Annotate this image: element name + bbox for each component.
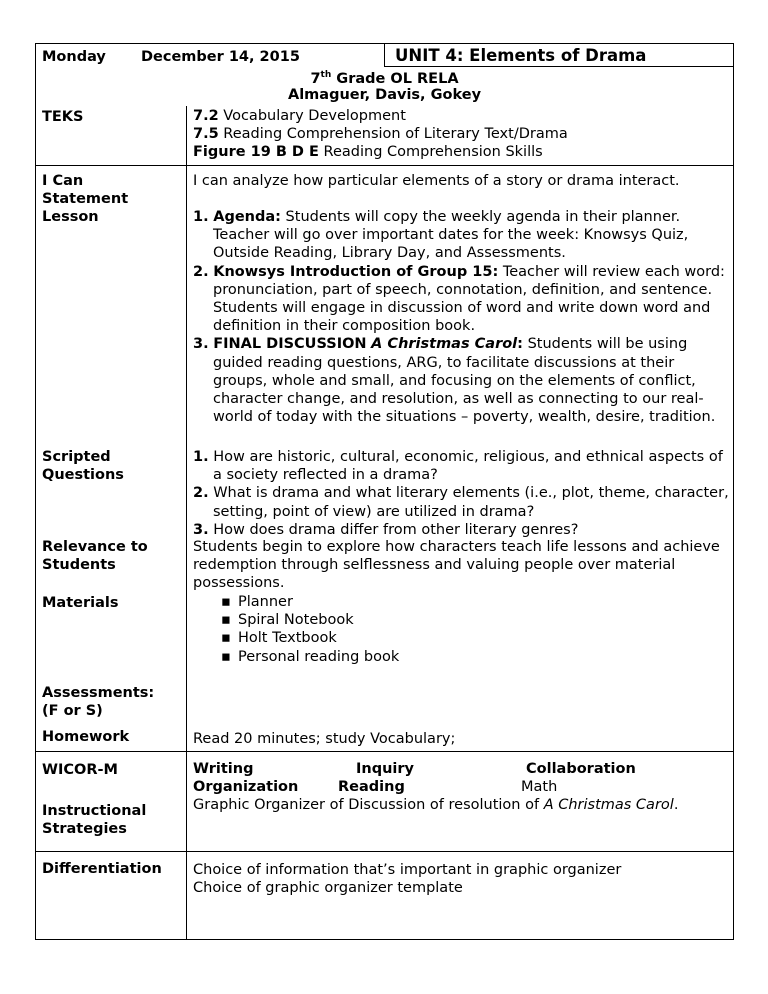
day-label: Monday — [42, 49, 106, 65]
row-line — [36, 165, 733, 166]
ican-label: I Can Statement — [42, 173, 129, 207]
teks-content: 7.2 Vocabulary Development 7.5 Reading Comprehension of Literary Text/Drama Figure 19 B D E Reading Comprehension Skills — [193, 108, 568, 161]
materials-item: ▪ Holt Textbook — [193, 629, 399, 647]
materials-item: ▪ Planner — [193, 593, 399, 611]
lesson-content — [193, 208, 733, 426]
column-divider — [186, 106, 187, 940]
lesson-plan-table — [35, 43, 734, 940]
instructional-label: Instructional Strategies — [42, 803, 147, 837]
lesson-item: 1. Agenda: Students will copy the weekly agenda in their planner. Teacher will go over important dates for the week: Knowsys Quiz, Outside Reading, Library Day, and Assessments. — [193, 209, 689, 262]
differentiation-label: Differentiation — [42, 861, 162, 877]
wicor-writing: Writing — [193, 761, 254, 777]
materials-item: ▪ Spiral Notebook — [193, 611, 399, 629]
question-item: 2. What is drama and what literary elements (i.e., plot, theme, character, setting, point of view) are utilized in drama? — [193, 485, 729, 520]
wicor-label: WICOR-M — [42, 762, 118, 778]
homework-text: Read 20 minutes; study Vocabulary; — [193, 731, 456, 747]
instructional-text: Graphic Organizer of Discussion of resolution of A Christmas Carol. — [193, 797, 679, 813]
scripted-label: Scripted Questions — [42, 449, 124, 483]
row-line — [36, 751, 733, 752]
lesson-item: 3. FINAL DISCUSSION A Christmas Carol: Students will be using guided reading questions, ARG, to facilitate discussions at their groups, whole and small, and focusing on the elements of conflict, character change, and resolution, as well as connecting to our real-world of today with the situations – poverty, wealth, desire, tradition. — [193, 336, 716, 426]
materials-item: ▪ Personal reading book — [193, 648, 399, 666]
materials-label: Materials — [42, 595, 119, 611]
relevance-label: Relevance to Students — [42, 539, 148, 573]
wicor-collaboration: Collaboration — [526, 761, 636, 777]
differentiation-content: Choice of information that’s important in graphic organizer Choice of graphic organizer template — [193, 862, 622, 897]
lesson-item: 2. Knowsys Introduction of Group 15: Teacher will review each word: pronunciation, part of speech, connotation, definition, and sentence. Students will engage in discussion of word and write down word and definition in their composition book. — [193, 263, 725, 335]
wicor-organization: Organization — [193, 779, 299, 795]
date-label: December 14, 2015 — [141, 49, 300, 65]
question-item: 1. How are historic, cultural, economic, religious, and ethnical aspects of a society reflected in a drama? — [193, 449, 723, 484]
question-item: 3. How does drama differ from other literary genres? — [193, 521, 579, 538]
materials-list — [193, 593, 399, 666]
teks-label: TEKS — [42, 109, 84, 125]
unit-title: UNIT 4: Elements of Drama — [395, 46, 647, 65]
ican-text: I can analyze how particular elements of a story or drama interact. — [193, 173, 680, 189]
wicor-reading: Reading — [338, 779, 405, 795]
homework-label: Homework — [42, 729, 130, 745]
lesson-label: Lesson — [42, 209, 99, 225]
relevance-text: Students begin to explore how characters teach life lessons and achieve redemption through selflessness and valuing people over material possessions. — [193, 539, 720, 592]
row-line — [36, 851, 733, 852]
assessments-label: Assessments: (F or S) — [42, 685, 155, 719]
teachers-line: Almaguer, Davis, Gokey — [287, 87, 482, 103]
grade-line: 7th Grade OL RELA — [310, 70, 459, 87]
wicor-inquiry: Inquiry — [356, 761, 414, 777]
wicor-math: Math — [521, 779, 558, 795]
scripted-content — [193, 448, 733, 539]
header-divider — [384, 44, 385, 66]
